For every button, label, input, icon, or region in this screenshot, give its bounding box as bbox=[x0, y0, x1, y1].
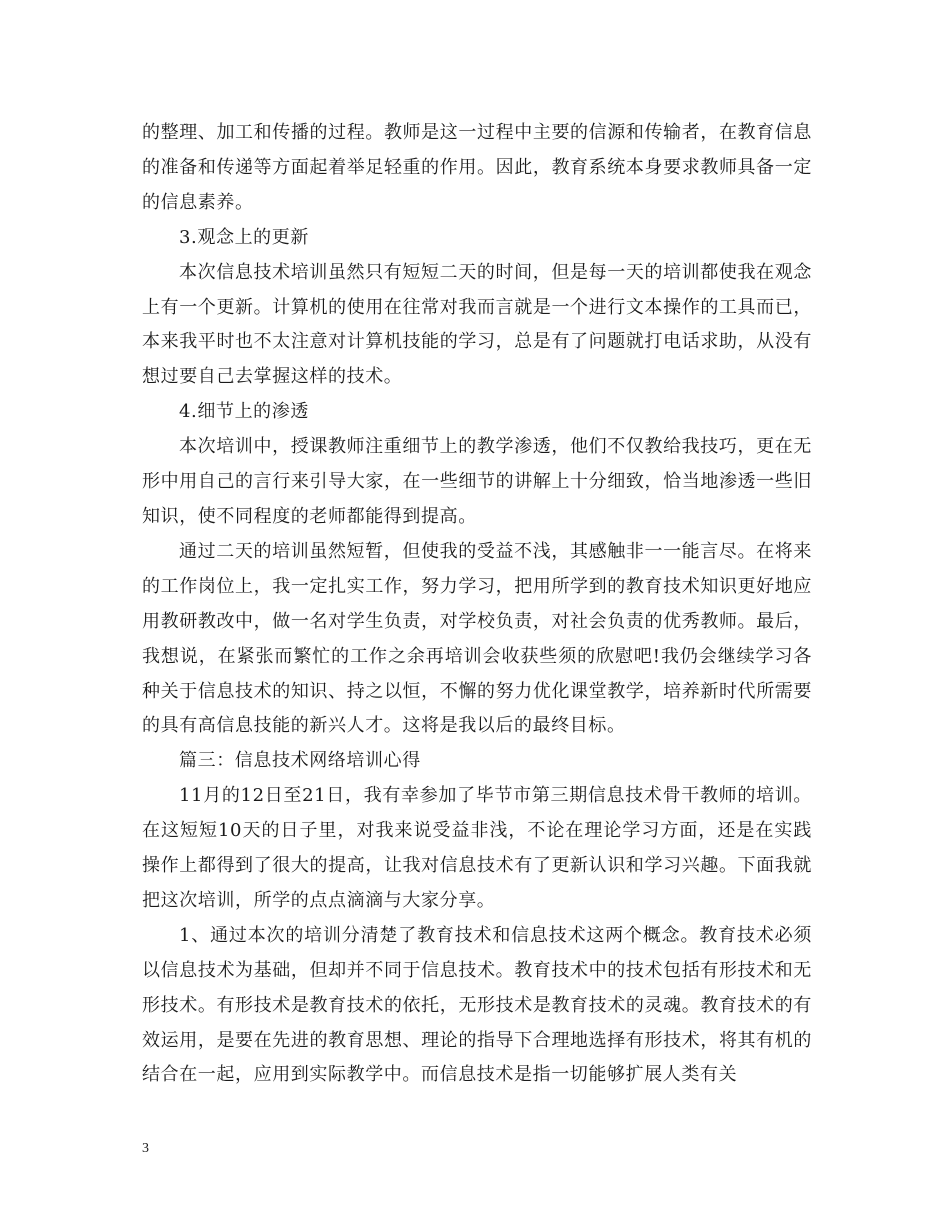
paragraph-2: 本次信息技术培训虽然只有短短二天的时间，但是每一天的培训都使我在观念上有一个更新。计算机的使用在往常对我而言就是一个进行文本操作的工具而已，本来我平时也不太注意对计算机技能的学习，总是有了问题就打电话求助，从没有想过要自己去掌握这样的技术。 bbox=[142, 261, 812, 388]
paragraph-5: 11月的12日至21日，我有幸参加了毕节市第三期信息技术骨干教师的培训。在这短短10天的日子里，对我来说受益非浅，不论在理论学习方面，还是在实践操作上都得到了很大的提高，让我对信息技术有了更新认识和学习兴趣。下面我就把这次培训，所学的点点滴滴与大家分享。 bbox=[142, 785, 812, 911]
paragraph-4: 通过二天的培训虽然短暂，但使我的受益不浅，其感触非一一能言尽。在将来的工作岗位上，我一定扎实工作，努力学习，把用所学到的教育技术知识更好地应用教研教改中，做一名对学生负责，对学校负责，对社会负责的优秀教师。最后，我想说，在紧张而繁忙的工作之余再培训会收获些须的欣慰吧!我仍会继续学习各种关于信息技术的知识、持之以恒，不懈的努力优化课堂教学，培养新时代所需要的具有高信息技能的新兴人才。这将是我以后的最终目标。 bbox=[142, 540, 812, 737]
heading-detail-infiltration: 4.细节上的渗透 bbox=[179, 401, 309, 423]
document-body bbox=[142, 116, 812, 1093]
page-number: 3 bbox=[142, 1141, 149, 1156]
paragraph-6: 1、通过本次的培训分清楚了教育技术和信息技术这两个概念。教育技术必须以信息技术为基础，但却并不同于信息技术。教育技术中的技术包括有形技术和无形技术。有形技术是教育技术的依托，无形技术是教育技术的灵魂。教育技术的有效运用，是要在先进的教育思想、理论的指导下合理地选择有形技术，将其有机的结合在一起，应用到实际教学中。而信息技术是指一切能够扩展人类有关 bbox=[142, 924, 812, 1086]
paragraph-3: 本次培训中，授课教师注重细节上的教学渗透，他们不仅教给我技巧，更在无形中用自己的言行来引导大家，在一些细节的讲解上十分细致，恰当地渗透一些旧知识，使不同程度的老师都能得到提高。 bbox=[142, 436, 812, 527]
heading-concept-update: 3.观念上的更新 bbox=[179, 226, 309, 248]
paragraph-1: 的整理、加工和传播的过程。教师是这一过程中主要的信源和传输者，在教育信息的准备和传递等方面起着举足轻重的作用。因此，教育系统本身要求教师具备一定的信息素养。 bbox=[142, 122, 812, 213]
section-title-part-three: 篇三：信息技术网络培训心得 bbox=[179, 750, 421, 772]
